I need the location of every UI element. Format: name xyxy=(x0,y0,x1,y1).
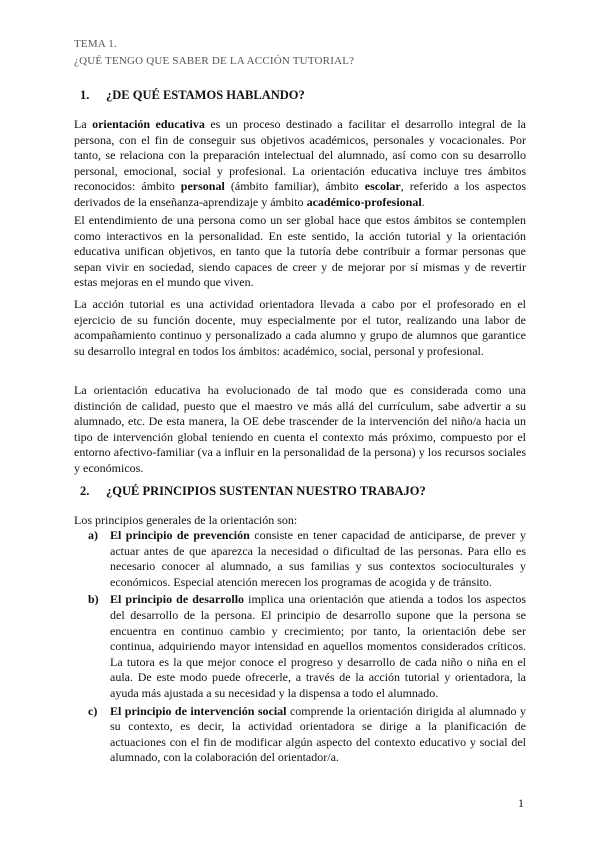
principle-name: El principio de desarrollo xyxy=(110,592,245,607)
section-2-heading xyxy=(80,484,426,499)
section-2-title: ¿QUÉ PRINCIPIOS SUSTENTAN NUESTRO TRABAJO? xyxy=(106,484,426,498)
paragraph-4: La orientación educativa ha evolucionado de tal modo que es considerada como una distinción de calidad, puesto que el maestro ve más allá del currículum, sabe advertir a su alumnado, etc. De esta manera, la OE debe trascender de la intervención del niño/a hacia un tipo de intervención global teniendo en cuenta el contexto más próximo, compuesto por el entorno afectivo-familiar (va a influir en la personalidad de la persona) y los recursos sociales y económicos. xyxy=(74,383,526,475)
list-item xyxy=(74,704,526,766)
list-item xyxy=(74,528,526,590)
section-1-number: 1. xyxy=(80,88,90,102)
document-header xyxy=(74,36,354,70)
section-1-title: ¿DE QUÉ ESTAMOS HABLANDO? xyxy=(106,88,305,102)
principle-name: El principio de prevención xyxy=(110,528,250,542)
principle-text: consiste en tener capacidad de anticiparse, de prever y actuar antes de que aparezca la necesidad o dificultad de las personas. Para ello es necesario conocer al alumnado, a sus familias y sus contextos socioculturales y económicos. Especial atención merecen los programas de acogida y de tránsito. xyxy=(110,528,526,589)
paragraph-1: La orientación educativa es un proceso destinado a facilitar el desarrollo integral de la persona, con el fin de conseguir sus objetivos académicos, personales y vocacionales. Por tanto, se relaciona con la preparación intelectual del alumnado, así como con su desarrollo personal, emocional, social y profesional. La orientación educativa incluye tres ámbitos reconocidos: ámbito personal (ámbito familiar), ámbito escolar, referido a los aspectos derivados de la enseñanza-aprendizaje y ámbito académico-profesional. xyxy=(74,117,527,209)
list-item xyxy=(74,592,526,701)
tema-subtitle: ¿QUÉ TENGO QUE SABER DE LA ACCIÓN TUTORIAL? xyxy=(74,55,355,67)
paragraph-2: El entendimiento de una persona como un ser global hace que estos ámbitos se contemplen como interactivos en la personalidad. En este sentido, la acción tutorial y la orientación educativa unifican objetivos, en tanto que la tutoría debe contribuir a formar personas que sepan vivir en sociedad, siendo capaces de creer y de mejorar por sí mismas y de revertir estas mejoras en el mundo que viven. xyxy=(74,213,526,290)
principles-list xyxy=(74,528,526,768)
list-item-label: c) xyxy=(88,703,98,718)
principle-text: comprende la orientación dirigida al alumnado y su contexto, es decir, la actividad orientadora se dirige a la planificación de actuaciones con el fin de modificar algún aspecto del contexto educativo y social del alumnado, con la colaboración del orientador/a. xyxy=(110,703,526,765)
tema-label: TEMA 1. xyxy=(74,38,117,50)
list-item-label: a) xyxy=(88,528,98,542)
principles-intro: Los principios generales de la orientación son: xyxy=(74,513,298,527)
section-1-heading xyxy=(80,88,305,103)
principle-text: implica una orientación que atienda a todos los aspectos del desarrollo de la persona. El principio de desarrollo supone que la persona se encuentra en continuo cambio y crecimiento; por tanto, la orientación debe ser continua, adquiriendo mayor intensidad en aquellos momentos considerados críticos. La tutora es la que mejor conoce el progreso y desarrollo de cada niño o niña en el aula. De este modo puede ofrecerle, a través de la acción tutorial y orientadora, la ayuda más ajustada a su necesidad y la dispensa a todo el alumnado. xyxy=(110,592,526,700)
paragraph-3: La acción tutorial es una actividad orientadora llevada a cabo por el profesorado en el ejercicio de su función docente, muy especialmente por el tutor, realizando una labor de acompañamiento continuo y personalizado a cada alumno y grupo de alumnos que garantice su desarrollo integral en todos los ámbitos: académico, social, personal y profesional. xyxy=(74,297,526,358)
principle-name: El principio de intervención social xyxy=(110,703,287,718)
page-number: 1 xyxy=(518,796,524,810)
list-item-label: b) xyxy=(88,592,99,607)
section-2-number: 2. xyxy=(80,484,90,498)
